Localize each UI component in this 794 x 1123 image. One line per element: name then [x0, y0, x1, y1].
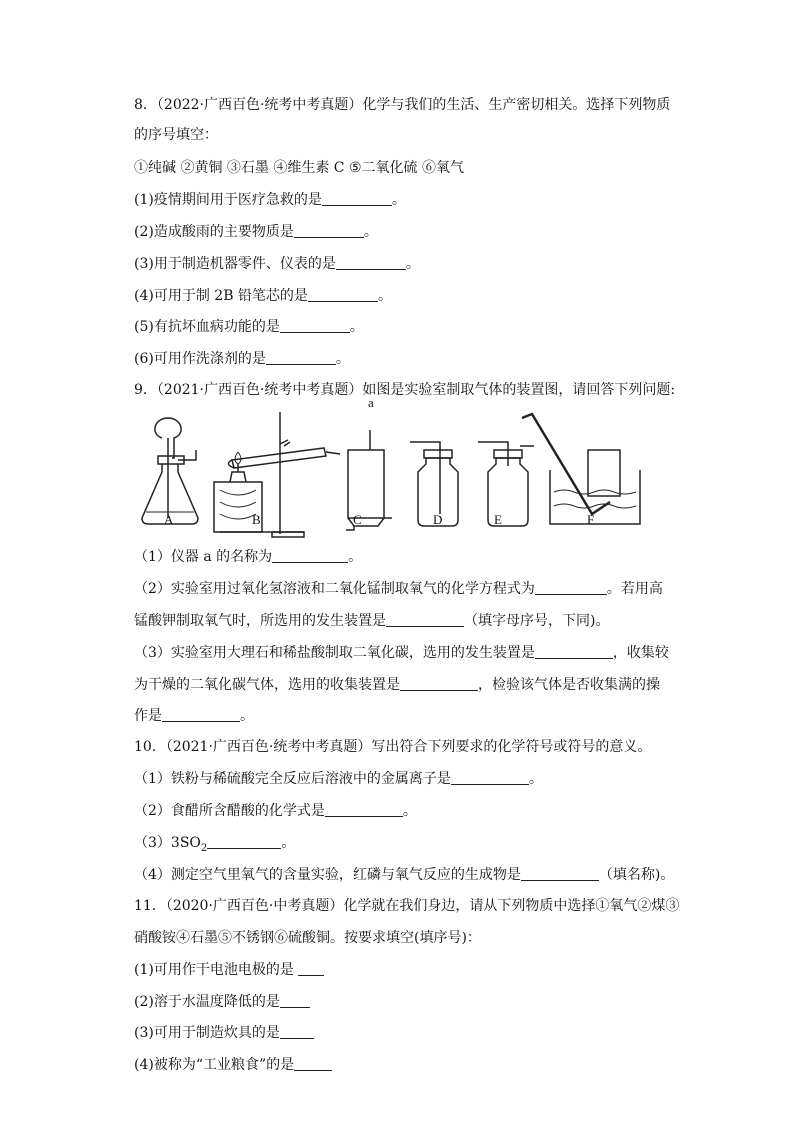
- answer-blank[interactable]: [325, 802, 403, 817]
- q8-item-4: (4)可用于制 2B 铅笔芯的是 。: [134, 288, 392, 304]
- label-f: F: [587, 512, 595, 527]
- q8-item-2: (2)造成酸雨的主要物质是 。: [134, 224, 378, 240]
- label-e: E: [494, 512, 502, 527]
- apparatus-e: [478, 442, 534, 526]
- answer-blank[interactable]: [535, 644, 613, 659]
- q8-options: ①纯碱 ②黄铜 ③石墨 ④维生素 C ⑤二氧化硫 ⑥氧气: [134, 160, 464, 176]
- label-c: C: [353, 512, 362, 527]
- q10-sub-4: （4）测定空气里氧气的含量实验，红磷与氧气反应的生成物是 （填名称)。: [134, 867, 675, 883]
- q10-sub-3: $(3)3SO_2$ 。: [134, 835, 296, 854]
- q8-item-3: (3)用于制造机器零件、仪表的是 。: [134, 256, 420, 272]
- q8-item-5: (5)有抗坏血病功能的是 。: [134, 319, 364, 335]
- label-a: A: [164, 512, 174, 527]
- label-b: B: [252, 512, 261, 527]
- answer-blank[interactable]: [521, 866, 599, 881]
- apparatus-a: [142, 418, 198, 524]
- answer-blank[interactable]: [207, 834, 281, 849]
- q10-stem: 10．（2021·广西百色·统考中考真题）写出符合下列要求的化学符号或符号的意义。: [134, 739, 652, 755]
- answer-blank[interactable]: [451, 770, 529, 785]
- q9-sub-3-line3: 作是 。: [134, 708, 254, 724]
- answer-blank[interactable]: [336, 255, 406, 270]
- q8-stem-line1: 8．（2022·广西百色·统考中考真题）化学与我们的生活、生产密切相关。选择下列物质: [134, 97, 671, 113]
- answer-blank[interactable]: [162, 707, 240, 722]
- answer-blank[interactable]: [272, 548, 348, 563]
- label-instrument-a: a: [368, 395, 374, 410]
- q11-item-3: (3)可用于制造炊具的是: [134, 1024, 314, 1042]
- apparatus-b: [214, 412, 340, 537]
- answer-blank[interactable]: [400, 676, 478, 691]
- answer-blank[interactable]: [298, 961, 324, 976]
- label-d: D: [433, 512, 443, 527]
- apparatus-figure: [140, 410, 660, 565]
- apparatus-f: [522, 414, 640, 524]
- q8-item-6: (6)可用作洗涤剂的是 。: [134, 351, 350, 367]
- answer-blank[interactable]: [266, 350, 336, 365]
- q11-item-4: (4)被称为“工业粮食”的是: [134, 1056, 332, 1074]
- q11-stem-line1: 11．（2020·广西百色·中考真题）化学就在我们身边，请从下列物质中选择①氧气②煤③: [134, 898, 680, 914]
- q10-sub-2: （2）食醋所含醋酸的化学式是 。: [134, 803, 417, 819]
- q11-item-1: (1)可用作干电池电极的是: [134, 961, 324, 979]
- answer-blank[interactable]: [535, 580, 607, 595]
- q9-sub-1: （1）仪器 a 的名称为 。: [134, 549, 363, 565]
- answer-blank[interactable]: [308, 287, 378, 302]
- answer-blank[interactable]: [294, 1056, 332, 1071]
- answer-blank[interactable]: [294, 223, 364, 238]
- q8-item-1: (1)疫情期间用于医疗急救的是 。: [134, 192, 406, 208]
- answer-blank[interactable]: [386, 612, 464, 627]
- q8-stem-line2: 的序号填空：: [134, 127, 218, 143]
- q9-sub-3-line1: （3）实验室用大理石和稀盐酸制取二氧化碳，选用的发生装置是 ，收集较: [134, 645, 669, 661]
- answer-blank[interactable]: [322, 191, 392, 206]
- q9-sub-3-line2: 为干燥的二氧化碳气体，选用的收集装置是 ，检验该气体是否收集满的操: [134, 677, 660, 693]
- answer-blank[interactable]: [280, 318, 350, 333]
- q9-sub-2-line1: （2）实验室用过氧化氢溶液和二氧化锰制取氧气的化学方程式为 。若用高: [134, 581, 663, 597]
- q10-sub-1: （1）铁粉与稀硫酸完全反应后溶液中的金属离子是 。: [134, 771, 543, 787]
- q11-item-2: (2)溶于水温度降低的是: [134, 993, 310, 1011]
- answer-blank[interactable]: [280, 1024, 314, 1039]
- q9-stem: 9．（2021·广西百色·统考中考真题）如图是实验室制取气体的装置图，请回答下列问题:: [134, 382, 676, 398]
- q9-sub-2-line2: 锰酸钾制取氧气时，所选用的发生装置是 （填字母序号，下同)。: [134, 613, 610, 629]
- q11-stem-line2: 硝酸铵④石墨⑤不锈钢⑥硫酸铜。按要求填空(填序号)：: [134, 930, 481, 946]
- answer-blank[interactable]: [280, 993, 310, 1008]
